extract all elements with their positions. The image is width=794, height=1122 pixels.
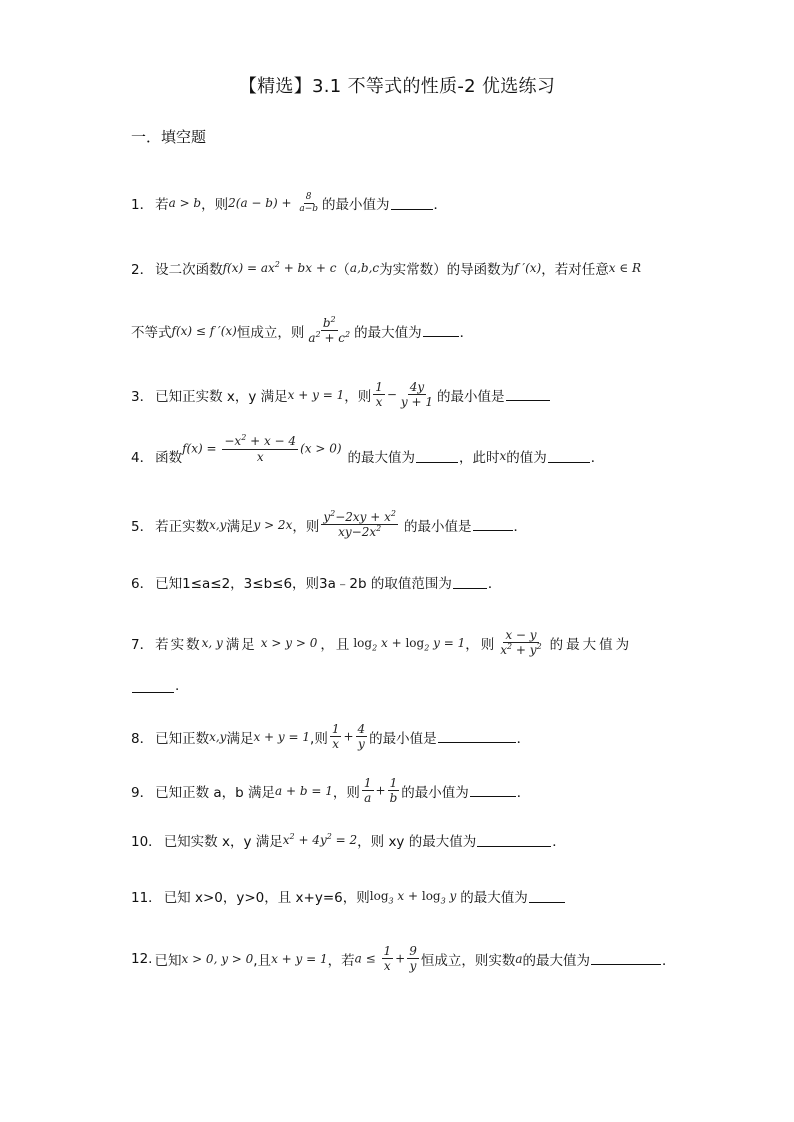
math-expression: x	[499, 449, 507, 463]
question-10	[131, 830, 566, 850]
question-number: 2．	[131, 262, 154, 278]
question-text: 若正实数	[155, 518, 210, 535]
question-number: 5．	[131, 518, 154, 535]
question-text: 已知1≤a≤2，3≤b≤6，则3a﹣2b 的取值范围为	[155, 576, 452, 592]
question-text: 的最大值为	[354, 324, 422, 341]
question-text: 恒成立，则	[236, 324, 305, 341]
question-number: 6．	[131, 576, 154, 592]
question-7-continued	[131, 678, 179, 694]
math-expression: $\frac{y^2-2xy + x^2}{xy-2x^2}$	[323, 509, 396, 540]
math-expression: $\frac{1}{a}$ + $\frac{1}{b}$	[363, 776, 398, 806]
question-text: 若	[155, 197, 169, 214]
question-text: ，则	[465, 636, 497, 653]
math-expression: $\log_2 x + \log_2 y = 1$	[353, 635, 466, 653]
question-text: 不等式	[131, 324, 172, 341]
question-text: 已知正实数 x，y 满足	[155, 388, 288, 405]
answer-blank[interactable]	[548, 450, 590, 463]
question-number: 8．	[131, 730, 154, 747]
math-expression: x,y	[209, 729, 227, 744]
question-text: 已知	[154, 952, 182, 969]
question-7	[131, 628, 632, 658]
math-expression: 2(a − b) + $\frac{8}{a-b}$	[228, 192, 318, 214]
math-expression: a	[515, 951, 523, 966]
punctuation: ．	[459, 324, 474, 341]
question-text: ，若	[327, 952, 355, 969]
page-title: 【精选】3.1 不等式的性质-2 优选练习	[238, 76, 556, 97]
question-text: ，则	[344, 388, 372, 405]
question-text: 已知 x>0，y>0，且 x+y=6，则	[163, 890, 370, 906]
math-expression: x > y > 0	[260, 635, 318, 650]
question-number: 1．	[131, 197, 154, 214]
question-text: 满足	[226, 730, 254, 747]
question-1	[131, 192, 447, 215]
answer-blank[interactable]	[529, 890, 565, 903]
question-text: 已知正数 a，b 满足	[155, 784, 276, 801]
question-text: ，若对任意	[541, 262, 609, 278]
question-text: 的最小值为	[401, 784, 469, 801]
punctuation: ．	[516, 784, 531, 801]
question-number: 4．	[131, 450, 154, 466]
math-expression: a + b = 1	[275, 783, 333, 798]
question-text: 若实数	[155, 636, 202, 653]
punctuation: .	[175, 678, 180, 694]
question-3	[131, 380, 551, 410]
question-text: 的最大值为	[347, 450, 416, 466]
question-text: 的最小值是	[369, 730, 437, 747]
math-expression: x + y = 1	[271, 951, 328, 966]
question-number: 7．	[131, 636, 154, 653]
question-text: 函数	[155, 450, 183, 466]
math-expression: $\log_3 x + \log_3 y$	[369, 889, 457, 906]
question-number: 11．	[131, 890, 162, 906]
question-text: 恒成立，则实数	[420, 952, 516, 969]
math-expression: $f(x) = ax^2$ + bx + c	[222, 260, 337, 275]
question-text: ，且	[320, 636, 352, 653]
question-text: 的最大值为	[460, 890, 528, 906]
punctuation: ．	[590, 450, 605, 466]
question-11	[131, 886, 566, 906]
question-text: 满足	[225, 636, 257, 653]
question-text: 满足	[226, 518, 254, 535]
answer-blank[interactable]	[438, 730, 516, 743]
question-text: 已知实数 x，y 满足	[163, 834, 283, 850]
math-expression: $\frac{1}{x}$ + $\frac{4}{y}$	[331, 722, 366, 752]
question-text: （	[336, 262, 350, 278]
answer-blank[interactable]	[416, 450, 458, 463]
answer-blank[interactable]	[477, 834, 551, 847]
question-5	[131, 510, 527, 540]
question-text: 已知正数	[155, 730, 210, 747]
punctuation: ．	[433, 197, 447, 214]
answer-blank[interactable]	[473, 518, 513, 531]
math-expression: $\frac{1}{x}$ − $\frac{4y}{y + 1}$	[375, 380, 434, 410]
math-expression: $x^2 + 4y^2 = 2$	[282, 832, 358, 847]
math-expression: $\frac{x - y}{x^2 + y^2}$	[500, 628, 542, 658]
answer-blank[interactable]	[391, 197, 433, 210]
question-text: 的最大值为	[522, 952, 590, 969]
answer-blank[interactable]	[470, 784, 516, 797]
question-number: 12.	[131, 950, 153, 967]
question-number: 3．	[131, 388, 154, 405]
question-text: 为实常数）的导函数为	[379, 262, 515, 278]
section-heading: 一．填空题	[131, 128, 207, 146]
question-8	[131, 722, 530, 752]
question-text: 设二次函数	[155, 262, 223, 278]
question-number: 9．	[131, 784, 154, 801]
question-6	[131, 572, 501, 592]
math-expression: x + y = 1	[287, 387, 345, 402]
question-text: ,且	[253, 952, 272, 969]
question-text: ，则	[332, 784, 360, 801]
answer-blank[interactable]	[132, 680, 174, 693]
math-expression: a > b	[168, 196, 202, 211]
math-expression: x ∈ R	[608, 261, 642, 275]
math-expression: f(x) ≤ f ′(x)	[171, 323, 237, 338]
math-expression: x > 0, y > 0	[181, 951, 254, 966]
answer-blank[interactable]	[591, 952, 661, 965]
question-2	[131, 258, 641, 278]
question-2-continued	[131, 316, 473, 346]
question-text: ，则	[201, 197, 229, 214]
question-text: ，则 xy 的最大值为	[357, 834, 477, 850]
punctuation: ．	[662, 952, 676, 969]
question-text: 的最小值是	[404, 518, 472, 535]
question-text: ，则	[292, 518, 320, 535]
answer-blank[interactable]	[506, 388, 550, 401]
math-expression: x, y	[201, 635, 223, 650]
question-number: 10．	[131, 834, 162, 850]
question-text: 的值为	[506, 450, 547, 466]
punctuation: ．	[487, 576, 502, 592]
punctuation: ．	[516, 730, 531, 747]
math-expression: y > 2x	[253, 517, 293, 532]
question-text: 的最小值为	[322, 197, 390, 214]
answer-blank[interactable]	[423, 324, 459, 337]
question-text: 的最小值是	[437, 388, 505, 405]
question-12	[131, 944, 676, 974]
question-text: ,则	[310, 730, 328, 747]
math-expression: $\frac{b^2}{a^2 + c^2}$	[308, 315, 351, 346]
question-text: 的最大值为	[549, 636, 633, 653]
math-expression: f(x) = $\frac{-x^2 + x - 4}{x}$ (x > 0)	[182, 433, 342, 464]
math-expression: x,y	[209, 517, 227, 532]
punctuation: ．	[513, 518, 527, 535]
math-expression: a ≤ $\frac{1}{x}$ + $\frac{9}{y}$	[354, 944, 417, 974]
math-expression: x + y = 1	[253, 729, 311, 744]
question-9	[131, 776, 530, 806]
question-text: ，此时	[459, 450, 500, 466]
answer-blank[interactable]	[453, 576, 487, 589]
punctuation: ．	[552, 834, 566, 850]
question-4	[131, 433, 605, 466]
math-expression: a,b,c	[349, 261, 380, 275]
math-expression: f ′(x)	[514, 261, 542, 275]
